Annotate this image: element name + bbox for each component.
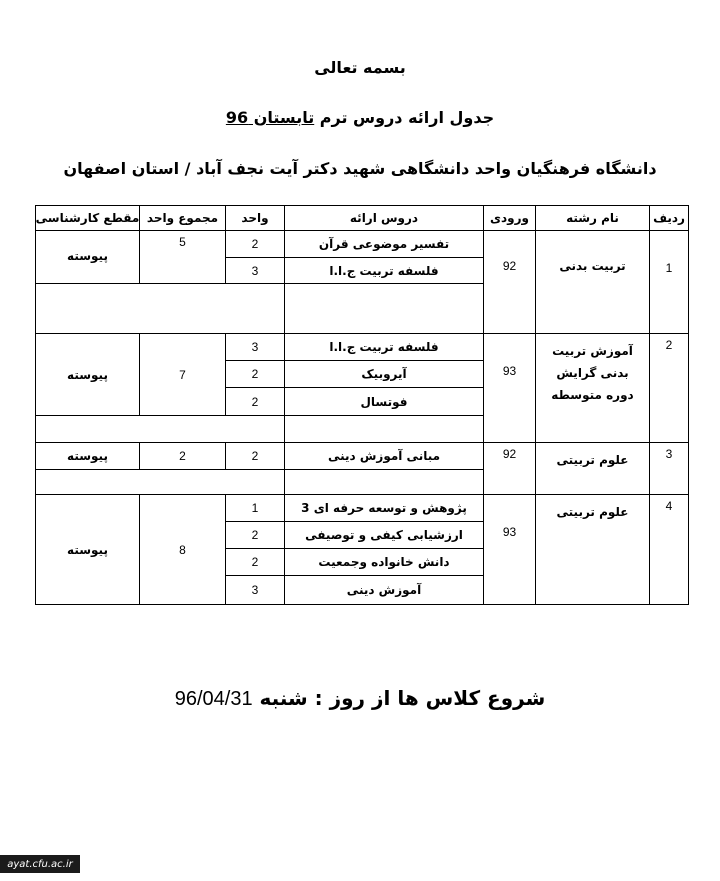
- row-number-cell: 1: [649, 230, 689, 334]
- major-cell: علوم تربیتی: [535, 494, 650, 605]
- document-title: [0, 108, 720, 127]
- class-start-label: شروع کلاس ها از روز : شنبه: [252, 686, 546, 710]
- course-units-cell: 2: [225, 360, 285, 388]
- entry-cell: 93: [483, 494, 536, 605]
- course-name-cell: فلسفه تربیت ج.ا.ا: [284, 257, 484, 284]
- course-units-cell: 2: [225, 548, 285, 576]
- entry-cell: 92: [483, 442, 536, 495]
- course-name-cell: ارزشیابی کیفی و توصیفی: [284, 521, 484, 549]
- table-header-total-units: مجموع واحد: [139, 205, 226, 231]
- course-units-cell: 2: [225, 230, 285, 258]
- table-header-units: واحد: [225, 205, 285, 231]
- total-units-cell: 2: [139, 442, 226, 470]
- table-header-entry: ورودی: [483, 205, 536, 231]
- row-number-cell: 3: [649, 442, 689, 495]
- course-name-cell: پژوهش و توسعه حرفه ای 3: [284, 494, 484, 522]
- university-name: دانشگاه فرهنگیان واحد دانشگاهی شهید دکتر آیت نجف آباد / استان اصفهان: [63, 159, 657, 178]
- course-empty-cell: [284, 469, 484, 495]
- title-term: تابستان 96: [225, 108, 315, 127]
- title-prefix: جدول ارائه دروس ترم: [314, 108, 495, 127]
- course-name-cell: آیروبیک: [284, 360, 484, 388]
- document-heading-bismillah: بسمه تعالی: [314, 58, 406, 77]
- course-name-cell: فوتسال: [284, 387, 484, 416]
- level-cell: پیوسته: [35, 230, 140, 284]
- table-header-major: نام رشته: [535, 205, 650, 231]
- course-name-cell: فلسفه تربیت ج.ا.ا: [284, 333, 484, 361]
- course-name-cell: آموزش دینی: [284, 575, 484, 605]
- total-units-cell: 5: [139, 230, 226, 284]
- major-cell: آموزش تربیت بدنی گرایش دوره متوسطه: [535, 333, 650, 443]
- course-name-cell: مبانی آموزش دینی: [284, 442, 484, 470]
- course-units-cell: 2: [225, 387, 285, 416]
- course-units-cell: 2: [225, 521, 285, 549]
- course-empty-cell: [284, 283, 484, 334]
- level-cell: پیوسته: [35, 333, 140, 416]
- row-number-cell: 4: [649, 494, 689, 605]
- entry-cell: 93: [483, 333, 536, 443]
- major-cell: تربیت بدنی: [535, 230, 650, 334]
- major-cell: علوم تربیتی: [535, 442, 650, 495]
- class-start-date: 96/04/31: [174, 688, 253, 710]
- class-start-notice: [0, 686, 720, 711]
- course-name-cell: تفسیر موضوعی قرآن: [284, 230, 484, 258]
- course-units-cell: 3: [225, 333, 285, 361]
- row-number-cell: 2: [649, 333, 689, 443]
- entry-cell: 92: [483, 230, 536, 334]
- course-name-cell: دانش خانواده وجمعیت: [284, 548, 484, 576]
- blank-gap-cell: [35, 283, 285, 334]
- blank-gap-cell: [35, 469, 285, 495]
- total-units-cell: 8: [139, 494, 226, 605]
- total-units-cell: 7: [139, 333, 226, 416]
- course-units-cell: 1: [225, 494, 285, 522]
- site-watermark: ayat.cfu.ac.ir: [0, 855, 80, 873]
- blank-gap-cell: [35, 415, 285, 443]
- level-cell: پیوسته: [35, 442, 140, 470]
- table-header-row-no: ردیف: [649, 205, 689, 231]
- course-empty-cell: [284, 415, 484, 443]
- course-units-cell: 3: [225, 575, 285, 605]
- course-units-cell: 3: [225, 257, 285, 284]
- level-cell: پیوسته: [35, 494, 140, 605]
- course-units-cell: 2: [225, 442, 285, 470]
- table-header-level: مقطع کارشناسی: [35, 205, 140, 231]
- table-header-courses: دروس ارائه: [284, 205, 484, 231]
